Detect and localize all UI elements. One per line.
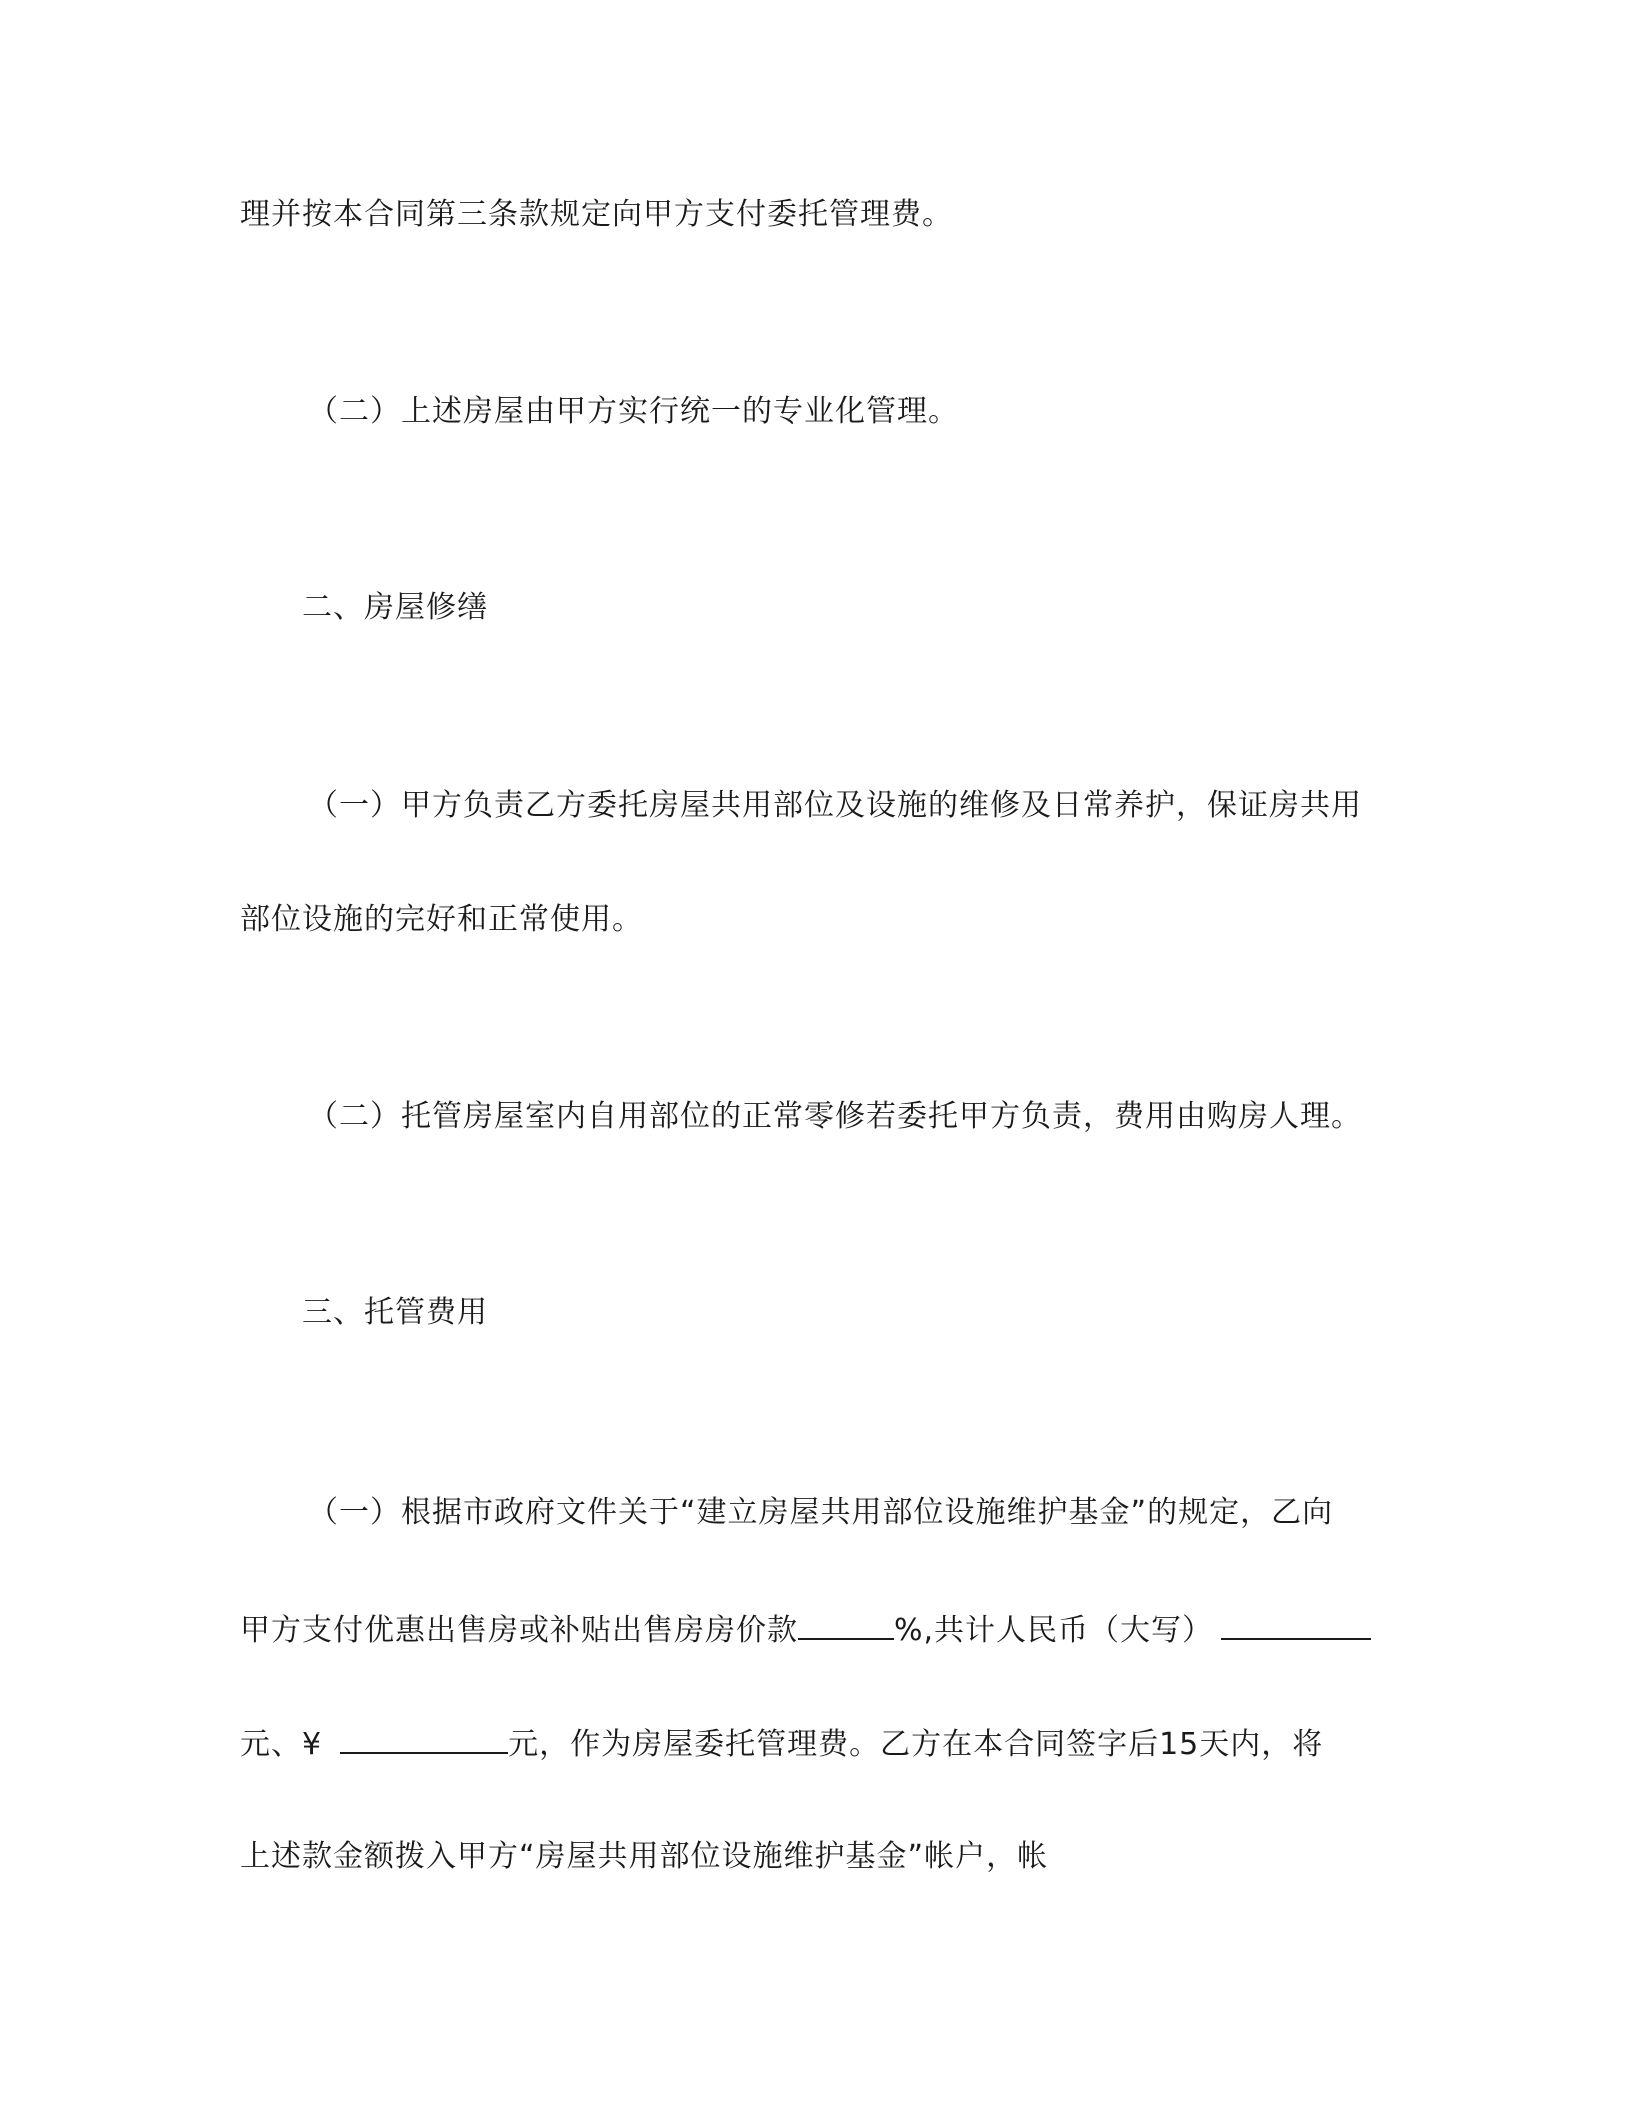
paragraph-line — [308, 1493, 1333, 1533]
text-segment: 元、¥ — [240, 1727, 323, 1762]
text-line: 理并按本合同第三条款规定向甲方支付委托管理费。 — [240, 197, 953, 232]
paragraph-line — [308, 1097, 1362, 1137]
text-segment: 甲方支付优惠出售房或补贴出售房房价款 — [240, 1613, 798, 1648]
paragraph-line — [240, 195, 953, 235]
section-heading — [302, 588, 488, 628]
text-segment: 元，作为房屋委托管理费。乙方在本合同签字后15天内，将 — [508, 1727, 1324, 1762]
section-heading — [302, 1293, 488, 1333]
text-line: （二）托管房屋室内自用部位的正常零修若委托甲方负责，费用由购房人理。 — [308, 1099, 1362, 1134]
paragraph-line — [240, 1837, 1048, 1877]
paragraph-line — [240, 900, 643, 940]
paragraph-line — [240, 1608, 1371, 1651]
paragraph-line — [240, 1722, 1323, 1765]
fill-in-blank-amount-number — [340, 1722, 508, 1754]
fill-in-blank-amount-words — [1221, 1608, 1371, 1640]
text-line: （二）上述房屋由甲方实行统一的专业化管理。 — [308, 394, 959, 429]
section-heading-text: 三、托管费用 — [302, 1295, 488, 1330]
paragraph-line — [308, 392, 959, 432]
paragraph-line — [308, 786, 1362, 826]
fill-in-blank-percent — [798, 1608, 894, 1640]
text-line: 部位设施的完好和正常使用。 — [240, 902, 643, 937]
section-heading-text: 二、房屋修缮 — [302, 590, 488, 625]
text-line: （一）甲方负责乙方委托房屋共用部位及设施的维修及日常养护，保证房共用 — [308, 788, 1362, 823]
text-line: （一）根据市政府文件关于“建立房屋共用部位设施维护基金”的规定，乙向 — [308, 1495, 1334, 1530]
text-line: 上述款金额拨入甲方“房屋共用部位设施维护基金”帐户，帐 — [240, 1839, 1049, 1874]
text-segment: %,共计人民币（大写） — [894, 1613, 1214, 1648]
